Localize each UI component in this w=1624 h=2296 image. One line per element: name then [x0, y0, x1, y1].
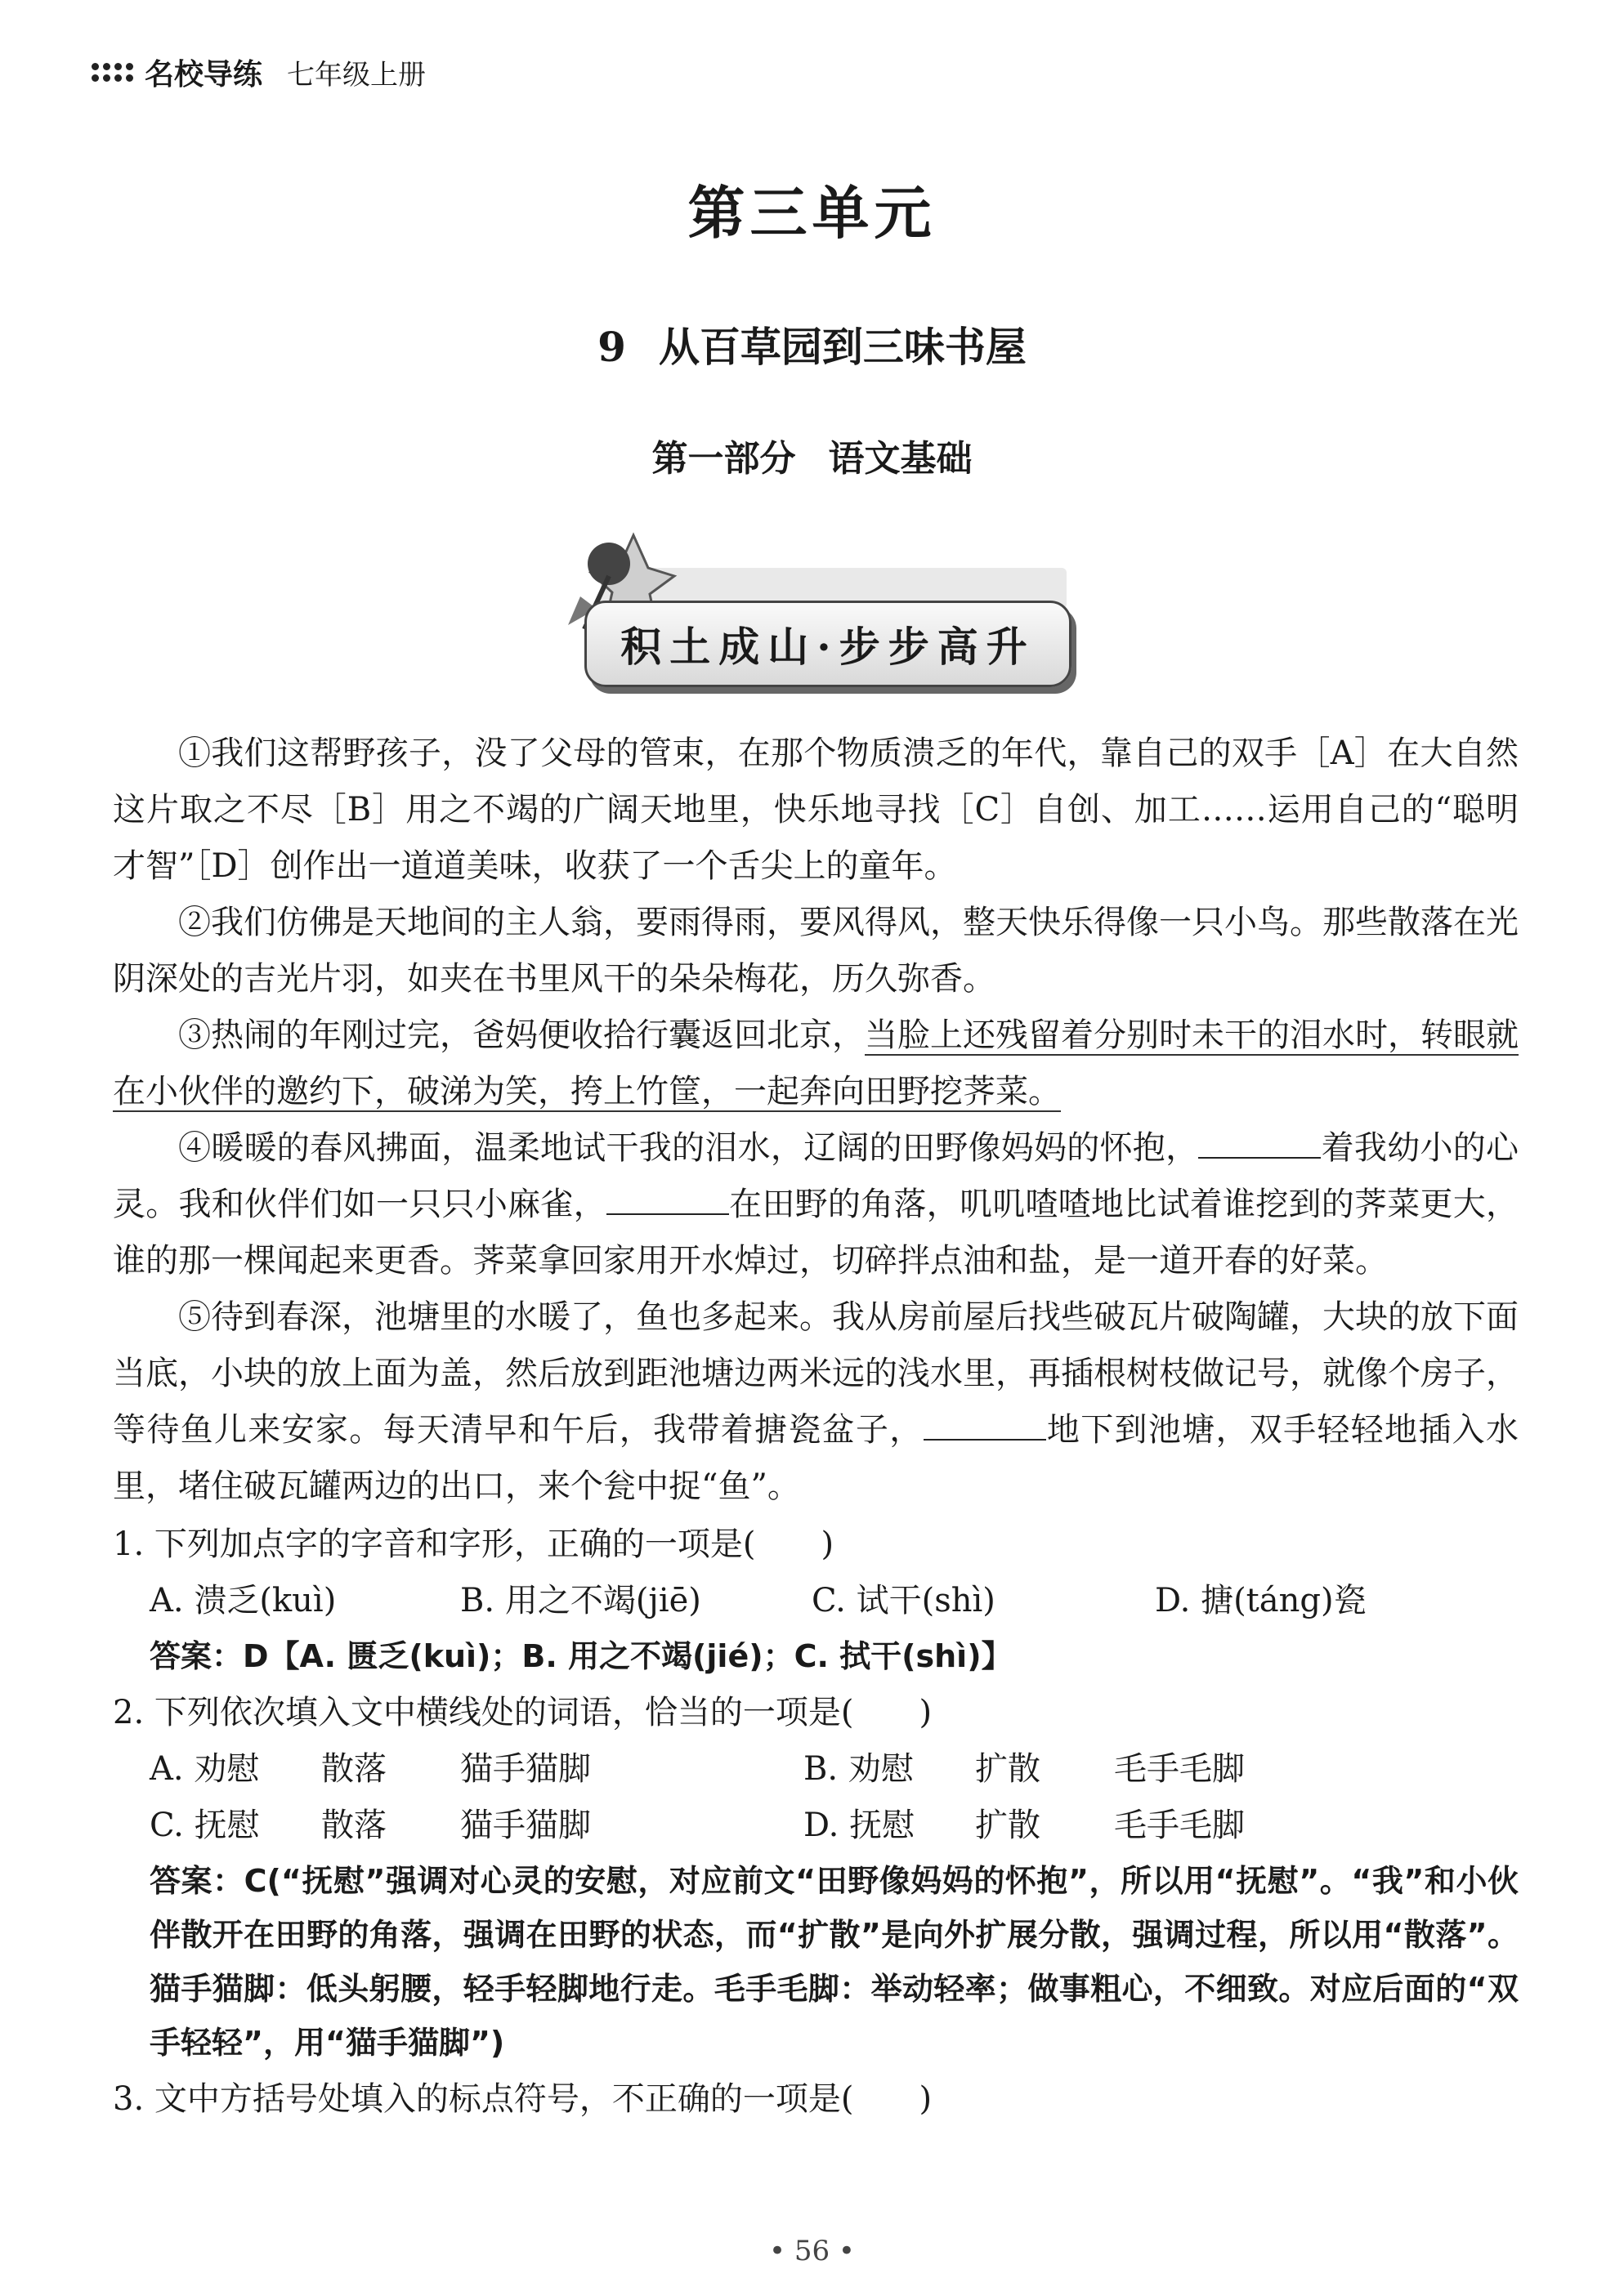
q1-option-d: D. 搪(táng)瓷 [1155, 1582, 1367, 1619]
lesson-title [0, 315, 1624, 373]
section-banner [552, 519, 1075, 690]
question-2-answer: 答案：C(“抚慰”强调对心灵的安慰，对应前文“田野像妈妈的怀抱”，所以用“抚慰”。“我”和小伙伴散开在田野的角落，强调在田野的状态，而“扩散”是向外扩展分散，强调过程，所以用“散落”。猫手猫脚：低头躬腰，轻手轻脚地行走。毛手毛脚：举动轻率；做事粗心，不细致。对应后面的“双手轻轻”，用“猫手猫脚”) [150, 1863, 1519, 2061]
blank-1 [1198, 1124, 1321, 1159]
page-header [92, 47, 426, 96]
question-1-stem: 1. 下列加点字的字音和字形，正确的一项是( ) [113, 1525, 834, 1563]
q2-option-d: D. 抚慰 [803, 1807, 915, 1844]
paragraph-5 [113, 1289, 1519, 1515]
q2-option-a-word-3: 猫手猫脚 [460, 1750, 591, 1788]
paragraph-4-text-b: 着我幼小的心灵。我和伙伴们如一只只小麻雀， [113, 1129, 1519, 1223]
paragraph-4-text-c: 在田野的角落，叽叽喳喳地比试着谁挖到的荠菜更大，谁的那一棵闻起来更香。荠菜拿回家用开水焯过，切碎拌点油和盐，是一道开春的好菜。 [113, 1186, 1519, 1280]
lesson-number: 9 [597, 323, 626, 371]
q2-option-c: C. 抚慰 [150, 1807, 260, 1844]
q2-option-b: B. 劝慰 [803, 1750, 914, 1788]
paragraph-5-text-a: ⑤待到春深，池塘里的水暖了，鱼也多起来。我从房前屋后找些破瓦片破陶罐，大块的放下面当底，小块的放上面为盖，然后放到距池塘边两米远的浅水里，再插根树枝做记号，就像个房子，等待鱼儿来安家。每天清早和午后，我带着搪瓷盆子， [113, 1298, 1519, 1449]
q1-option-c: C. 试干(shì) [812, 1582, 995, 1619]
paragraph-4 [113, 1120, 1519, 1289]
q2-option-c-word-3: 猫手猫脚 [460, 1807, 591, 1844]
question-3-stem: 3. 文中方括号处填入的标点符号，不正确的一项是( ) [113, 2080, 933, 2118]
paragraph-3 [113, 1007, 1519, 1120]
question-2-options-row-1 [150, 1741, 1519, 1798]
q1-option-a: A. 溃乏(kuì) [150, 1582, 337, 1619]
question-1-options [150, 1573, 1519, 1629]
banner-text: 积土成山·步步高升 [620, 623, 1036, 671]
blank-3 [924, 1406, 1046, 1441]
question-2-options-row-2 [150, 1798, 1519, 1854]
reading-passage [113, 726, 1519, 2128]
dots-icon [92, 63, 133, 82]
paragraph-4-text-a: ④暖暖的春风拂面，温柔地试干我的泪水，辽阔的田野像妈妈的怀抱， [178, 1129, 1199, 1167]
q2-option-b-word-3: 毛手毛脚 [1114, 1750, 1245, 1788]
part-title [0, 429, 1624, 481]
unit-title: 第三单元 [687, 179, 937, 247]
q2-option-b-word-2: 扩散 [975, 1750, 1040, 1788]
underlined-sentence: 当脸上还残留着分别时未干的泪水时，转眼就在小伙伴的邀约下，破涕为笑，挎上竹筐，一起奔向田野挖荠菜。 [113, 1016, 1519, 1110]
part-name: 语文基础 [828, 438, 973, 480]
paragraph-5-text-b: 地下到池塘，双手轻轻地插入水里，堵住破瓦罐两边的出口，来个瓮中捉“鱼”。 [113, 1411, 1519, 1505]
page-number: • 56 • [768, 2235, 855, 2267]
q2-option-c-word-2: 散落 [321, 1807, 387, 1844]
q1-option-b: B. 用之不竭(jiē) [460, 1582, 701, 1619]
brand-name: 名校导练 [145, 57, 263, 92]
page-number-value: 56 [794, 2235, 830, 2267]
q2-option-d-word-3: 毛手毛脚 [1114, 1807, 1245, 1844]
part-label: 第一部分 [651, 438, 796, 480]
q2-option-d-word-2: 扩散 [975, 1807, 1040, 1844]
paragraph-1: ①我们这帮野孩子，没了父母的管束，在那个物质溃乏的年代，靠自己的双手［A］在大自然这片取之不尽［B］用之不竭的广阔天地里，快乐地寻找［C］自创、加工……运用自己的“聪明才智”［D］创作出一道道美味，收获了一个舌尖上的童年。 [113, 735, 1519, 885]
blank-2 [606, 1181, 729, 1215]
lesson-name: 从百草园到三味书屋 [658, 323, 1027, 371]
q2-option-a-word-2: 散落 [321, 1750, 387, 1788]
question-1-answer: 答案：D【A. 匮乏(kuì)；B. 用之不竭(jié)；C. 拭干(shì)】 [150, 1638, 1013, 1674]
grade-label: 七年级上册 [287, 58, 427, 92]
q2-option-a: A. 劝慰 [150, 1750, 260, 1788]
paragraph-3-text: ③热闹的年刚过完，爸妈便收拾行囊返回北京， [178, 1016, 865, 1054]
question-2-stem: 2. 下列依次填入文中横线处的词语，恰当的一项是( ) [113, 1694, 933, 1731]
paragraph-2: ②我们仿佛是天地间的主人翁，要雨得雨，要风得风，整天快乐得像一只小鸟。那些散落在光阴深处的吉光片羽，如夹在书里风干的朵朵梅花，历久弥香。 [113, 904, 1519, 998]
